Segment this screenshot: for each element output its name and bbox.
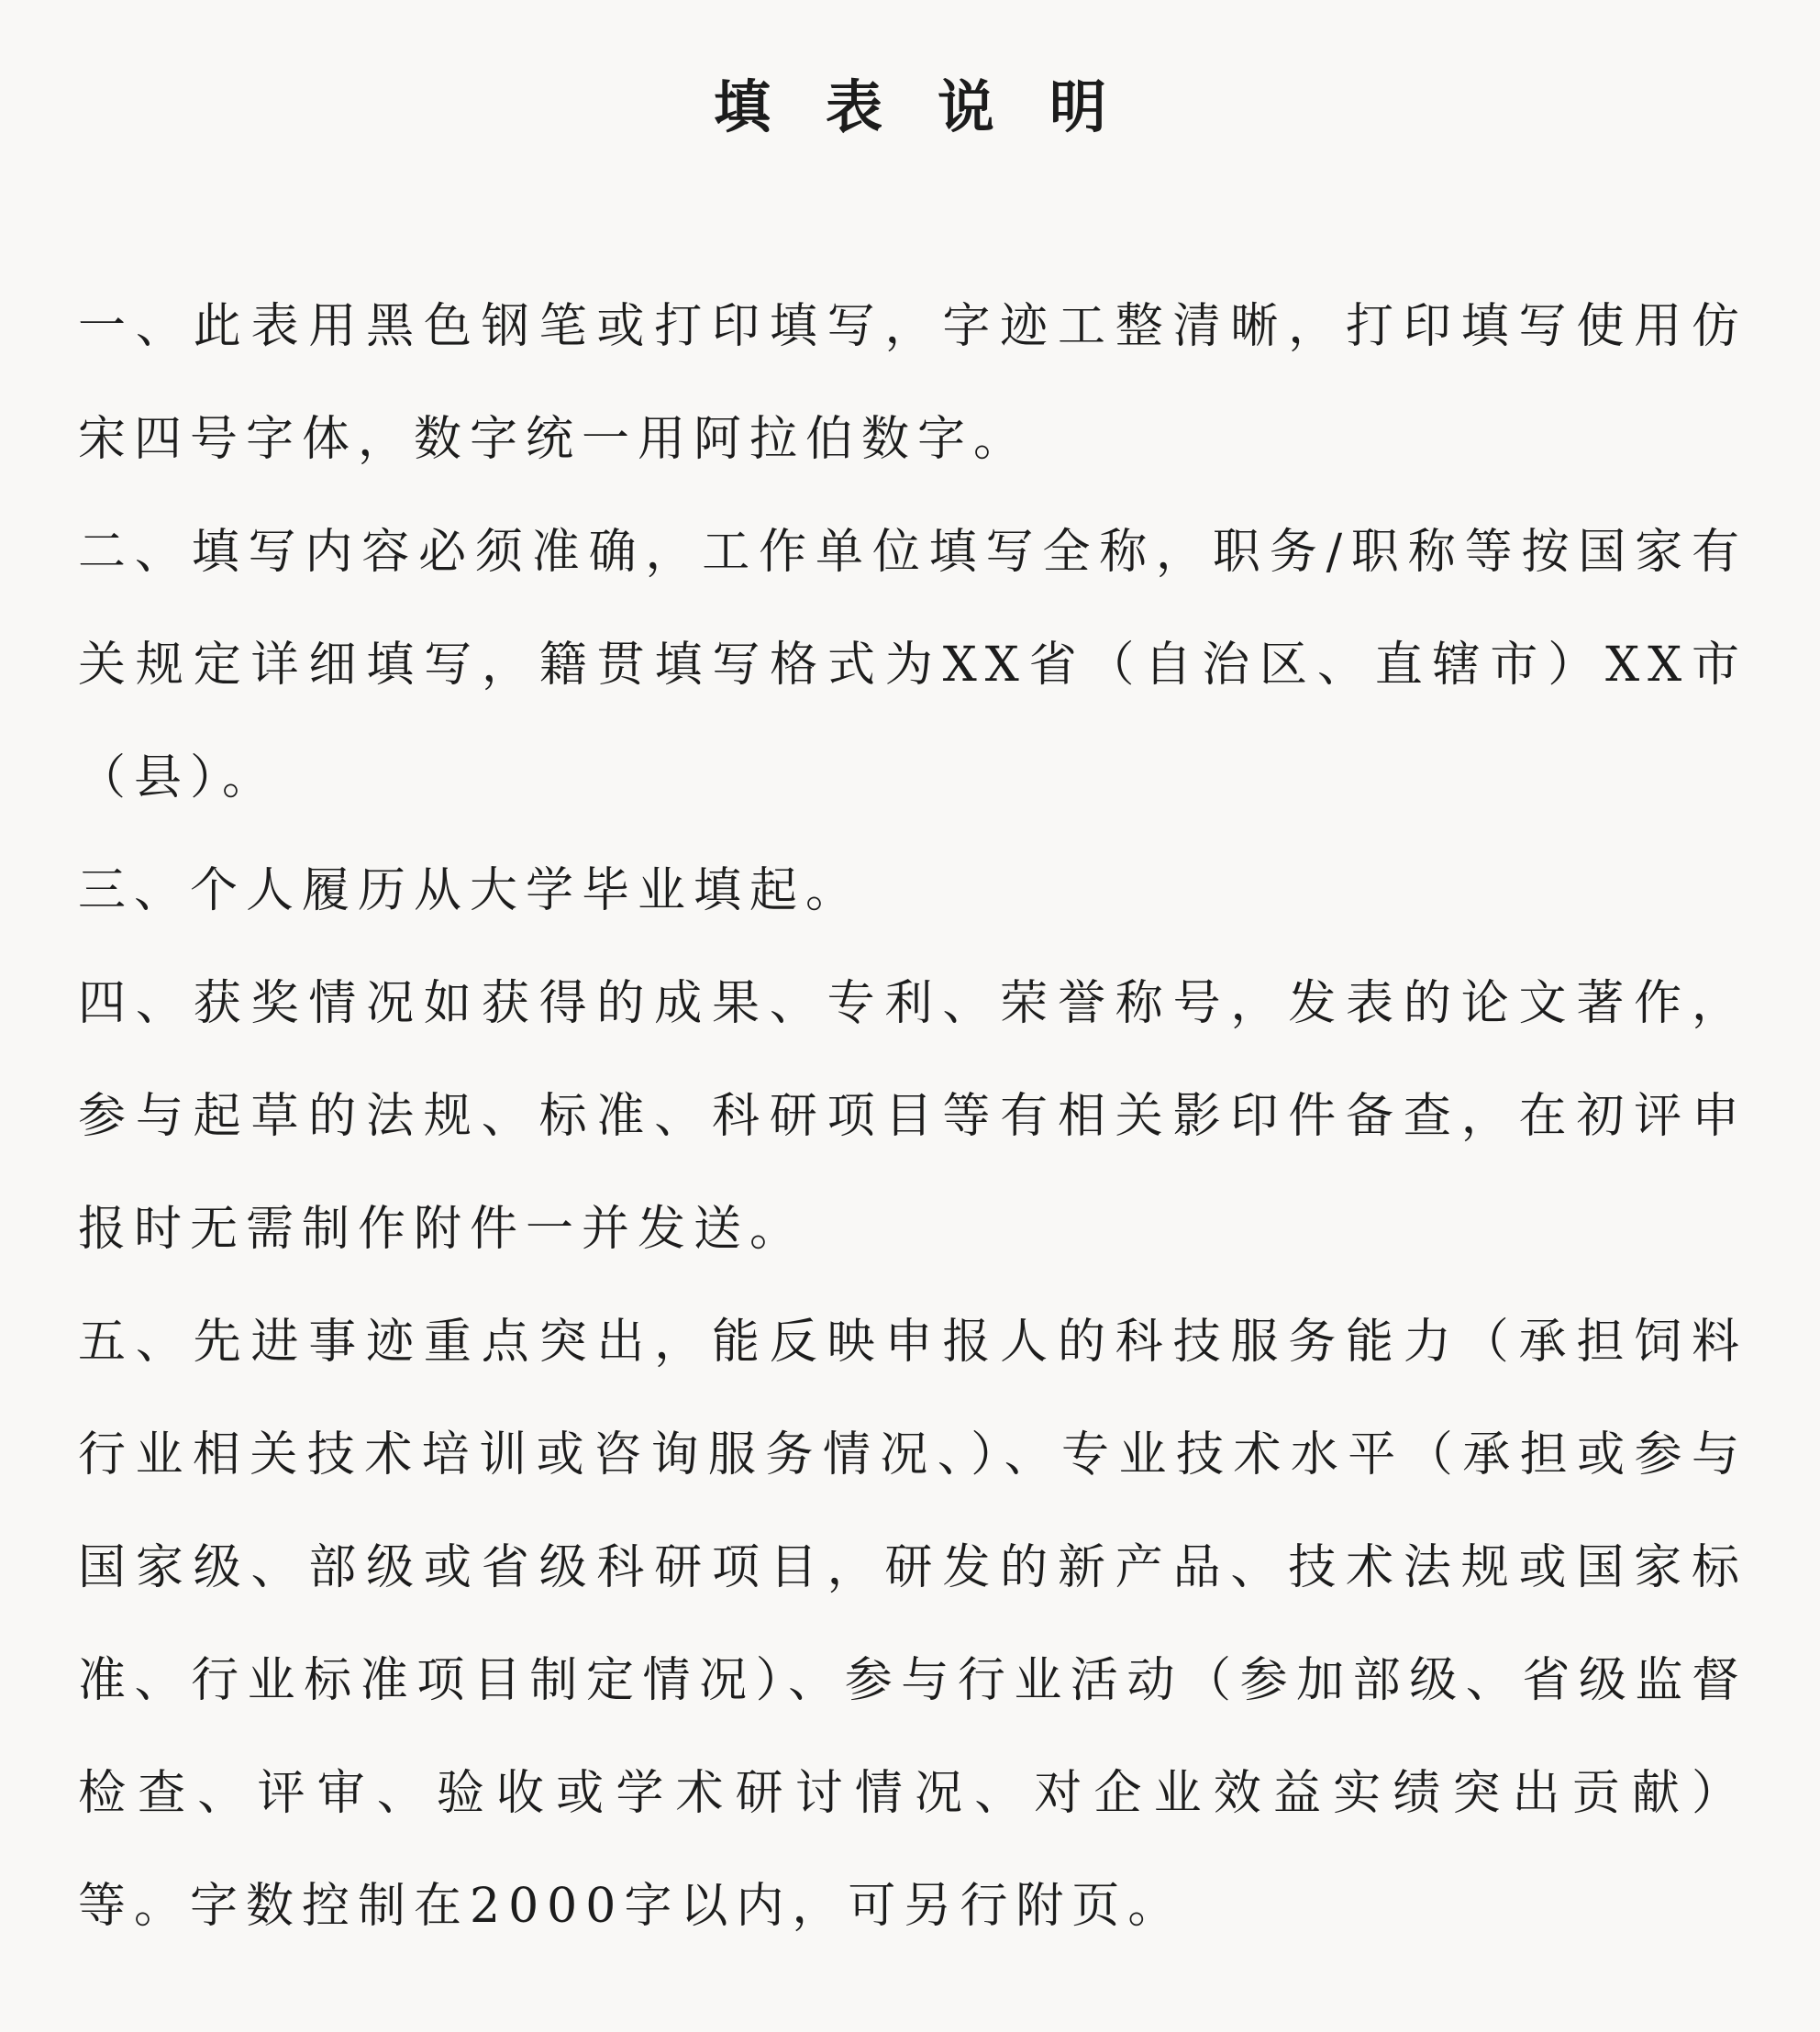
- instruction-item-2: 二、填写内容必须准确，工作单位填写全称，职务/职称等按国家有关规定详细填写，籍贯填写格式为XX省（自治区、直辖市）XX市（县）。: [78, 525, 1748, 805]
- page-title: 填表说明: [713, 73, 1161, 140]
- instruction-item-4: 四、获奖情况如获得的成果、专利、荣誉称号，发表的论文著作，参与起草的法规、标准、科研项目等有相关影印件备查，在初评申报时无需制作附件一并发送。: [78, 976, 1748, 1257]
- instruction-item-3: 三、个人履历从大学毕业填起。: [78, 863, 862, 918]
- instruction-item-5: 五、先进事迹重点突出，能反映申报人的科技服务能力（承担饲料行业相关技术培训或咨询服务情况、）、专业技术水平（承担或参与国家级、部级或省级科研项目，研发的新产品、技术法规或国家标准、行业标准项目制定情况）、参与行业活动（参加部级、省级监督检查、评审、验收或学术研讨情况、对企业效益实绩突出贡献）等。字数控制在2000字以内，可另行附页。: [78, 1315, 1748, 1934]
- instruction-item-1: 一、此表用黑色钢笔或打印填写，字迹工整清晰，打印填写使用仿宋四号字体，数字统一用阿拉伯数字。: [78, 299, 1748, 467]
- instructions-body: [78, 271, 1748, 1963]
